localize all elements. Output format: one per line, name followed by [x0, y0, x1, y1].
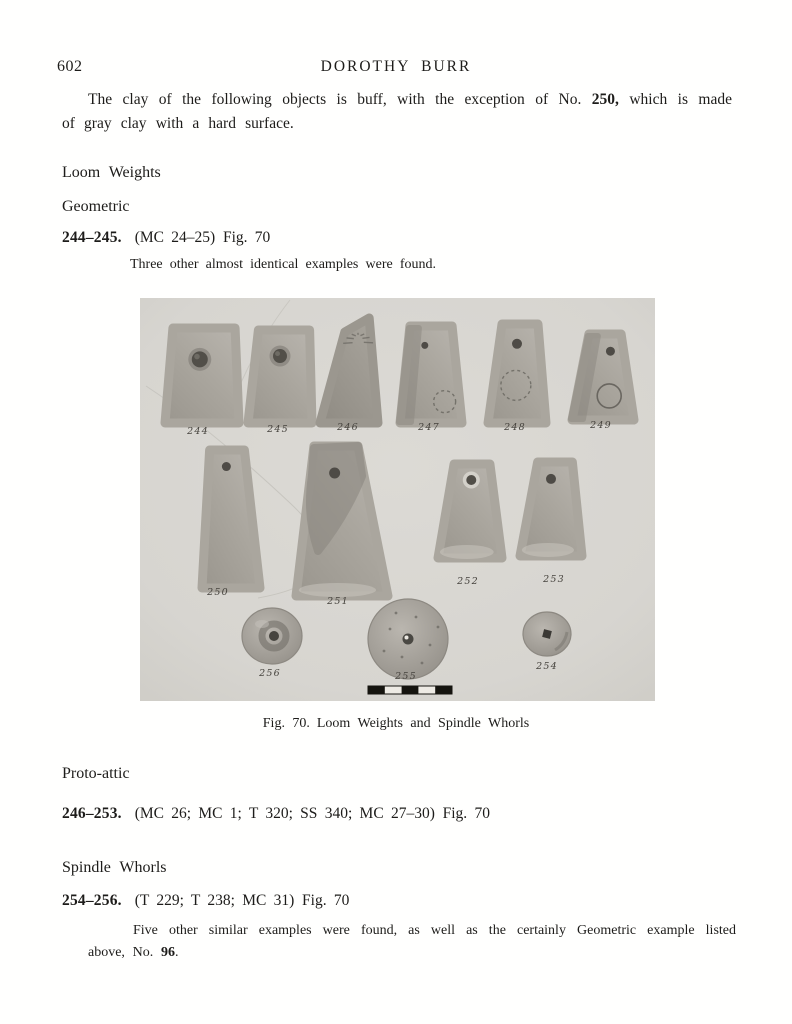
scale-bar: [368, 686, 452, 694]
artifact-250: [202, 450, 260, 598]
artifact-label-244: 244: [187, 426, 209, 437]
artifact-label-250: 250: [207, 587, 229, 598]
artifact-label-248: 248: [504, 422, 526, 433]
entry-244-245-number: 244–245.: [62, 229, 122, 246]
figure-caption: Fig. 70. Loom Weights and Spindle Whorls: [262, 716, 530, 731]
surface-speck: [421, 662, 424, 665]
artifact-label-254: 254: [536, 661, 558, 672]
artifact-label-245: 245: [267, 424, 289, 435]
suspension-hole: [466, 475, 476, 485]
figure-70-plate: [140, 298, 655, 701]
scale-bar-segment: [368, 686, 385, 694]
artifact-label-251: 251: [327, 596, 349, 607]
intro-bold-number: 250,: [591, 91, 619, 108]
suspension-hole: [606, 347, 615, 356]
intro-paragraph: [62, 88, 732, 136]
hole-highlight: [405, 636, 409, 640]
note-spindle-whorls: [88, 920, 736, 964]
note-text-after: .: [174, 945, 179, 960]
artifact-label-249: 249: [590, 420, 612, 431]
suspension-hole: [192, 351, 208, 367]
intro-text-before: The clay of the following objects is buff, with the exception of No.: [88, 91, 592, 108]
suspension-hole: [512, 339, 522, 349]
suspension-hole: [222, 462, 231, 471]
spindle-hole: [403, 634, 414, 645]
weight-body: [165, 328, 239, 423]
surface-speck: [389, 628, 392, 631]
surface-speck: [429, 644, 432, 647]
heading-loom-weights: Loom Weights: [62, 164, 161, 181]
figure-70-photo: [140, 298, 655, 701]
heading-geometric: Geometric: [62, 198, 130, 215]
entry-246-253-number: 246–253.: [62, 805, 122, 822]
artifact-247: [399, 326, 462, 433]
suspension-hole: [273, 349, 287, 363]
surface-speck: [437, 626, 440, 629]
artifact-label-256: 256: [259, 668, 281, 679]
surface-speck: [383, 650, 386, 653]
whorl-highlight: [255, 620, 269, 628]
surface-speck: [395, 612, 398, 615]
page-number: 602: [57, 58, 83, 75]
suspension-hole: [546, 474, 556, 484]
note-geometric: Three other almost identical examples were found.: [130, 257, 437, 272]
fan-incision: [364, 342, 373, 343]
entry-246-253: [62, 805, 490, 823]
entry-254-256: [62, 892, 349, 910]
scale-bar-segment: [402, 686, 419, 694]
artifact-label-255: 255: [395, 671, 417, 682]
suspension-hole: [421, 342, 428, 349]
entry-254-256-number: 254–256.: [62, 892, 122, 909]
fan-incision: [347, 338, 354, 339]
entry-254-256-detail: (T 229; T 238; MC 31) Fig. 70: [134, 892, 350, 909]
artifact-245: [248, 330, 312, 435]
surface-speck: [415, 616, 418, 619]
artifact-248: [488, 324, 546, 433]
artifact-label-252: 252: [457, 576, 479, 587]
entry-244-245-detail: (MC 24–25) Fig. 70: [134, 229, 271, 246]
fan-incision: [343, 343, 352, 344]
artifact-label-247: 247: [418, 422, 440, 433]
worn-base: [522, 543, 574, 557]
scale-bar-segment: [435, 686, 452, 694]
hole-highlight: [275, 351, 280, 356]
artifact-244: [165, 328, 239, 437]
artifact-label-246: 246: [337, 422, 359, 433]
heading-spindle-whorls: Spindle Whorls: [62, 859, 167, 876]
worn-base: [299, 583, 376, 597]
suspension-hole: [329, 468, 340, 479]
weight-body: [248, 330, 312, 423]
fan-incision: [362, 337, 369, 338]
entry-246-253-detail: (MC 26; MC 1; T 320; SS 340; MC 27–30) Fig. 70: [134, 805, 490, 822]
hole-highlight: [194, 354, 200, 360]
intro-text-after: which is made of gray clay with a hard surface.: [62, 91, 733, 132]
note-bold-number: 96: [160, 945, 175, 960]
artifact-label-253: 253: [543, 574, 565, 585]
worn-base: [440, 545, 494, 559]
spindle-hole: [269, 631, 279, 641]
running-head: DOROTHY BURR: [320, 58, 472, 75]
heading-proto-attic: Proto-attic: [62, 765, 130, 782]
note-text-before: Five other similar examples were found, as well as the certainly Geometric example listed above, No.: [88, 923, 736, 960]
surface-speck: [401, 656, 404, 659]
entry-244-245: [62, 229, 270, 247]
